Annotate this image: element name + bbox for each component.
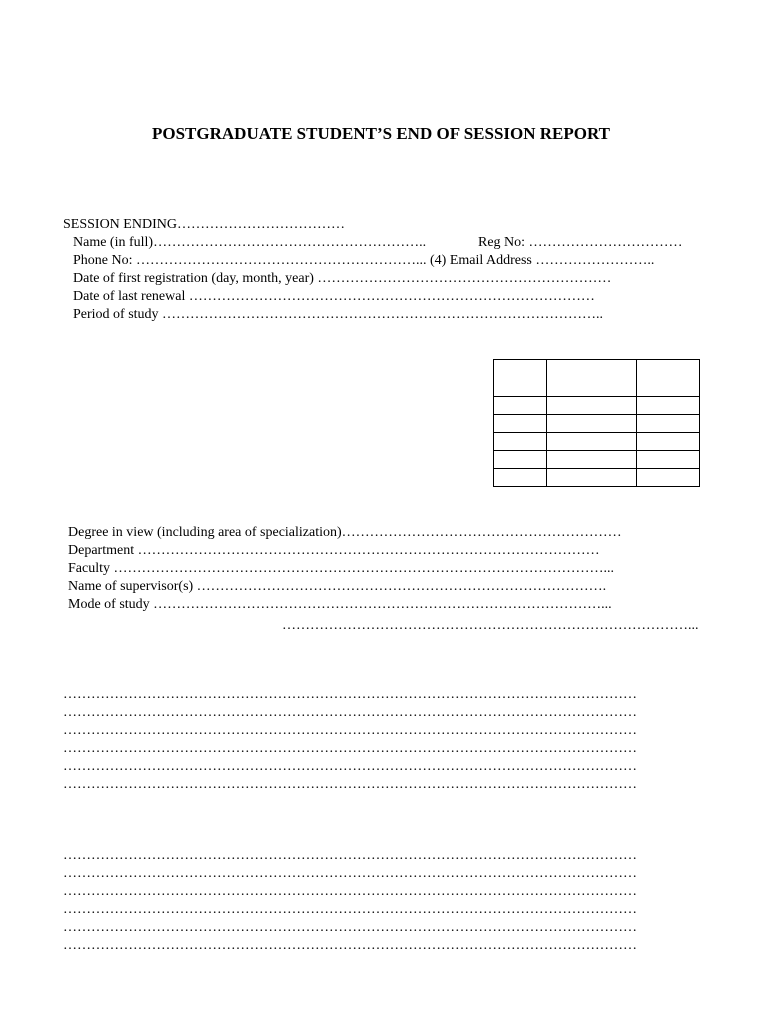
table-header-row — [494, 360, 700, 397]
dotted-line[interactable]: …………………………………………………………………………………………………………… — [63, 920, 637, 935]
table-cell[interactable] — [494, 433, 547, 451]
dotted-line[interactable]: …………………………………………………………………………………………………………… — [63, 705, 637, 720]
table-cell[interactable] — [637, 469, 700, 487]
table-cell[interactable] — [637, 433, 700, 451]
record-table — [493, 359, 700, 487]
first-registration-field[interactable]: Date of first registration (day, month, year) ……………………………………………………… — [73, 271, 612, 286]
supervisors-field[interactable]: Name of supervisor(s) ……………………………………………………………………………. — [68, 579, 607, 594]
department-field[interactable]: Department ……………………………………………………………………………………… — [68, 543, 600, 558]
table-row — [494, 433, 700, 451]
table-cell[interactable] — [494, 415, 547, 433]
last-renewal-field[interactable]: Date of last renewal …………………………………………………………………………… — [73, 289, 595, 304]
dotted-line[interactable]: …………………………………………………………………………………………………………… — [63, 902, 637, 917]
table-cell[interactable] — [547, 397, 637, 415]
report-title: POSTGRADUATE STUDENT’S END OF SESSION REPORT — [151, 124, 611, 143]
table-row — [494, 451, 700, 469]
dotted-line[interactable]: …………………………………………………………………………………………………………… — [63, 777, 637, 792]
dotted-line[interactable]: …………………………………………………………………………………………………………… — [63, 848, 637, 863]
dotted-line[interactable]: …………………………………………………………………………………………………………… — [63, 759, 637, 774]
table-cell[interactable] — [547, 469, 637, 487]
table-row — [494, 397, 700, 415]
table-cell[interactable] — [547, 451, 637, 469]
dotted-line[interactable]: …………………………………………………………………………………………………………… — [63, 723, 637, 738]
period-of-study-field[interactable]: Period of study ………………………………………………………………………………….. — [73, 307, 604, 322]
continuation-line[interactable]: ……………………………………………………………………………... — [282, 618, 698, 633]
faculty-field[interactable]: Faculty ……………………………………………………………………………………………... — [68, 561, 614, 576]
degree-in-view-field[interactable]: Degree in view (including area of specialization)…………………………………………………… — [68, 525, 622, 540]
table-cell[interactable] — [637, 397, 700, 415]
table-cell[interactable] — [547, 360, 637, 397]
table-cell[interactable] — [494, 469, 547, 487]
session-ending-field[interactable]: SESSION ENDING……………………………… — [63, 217, 345, 232]
dotted-line[interactable]: …………………………………………………………………………………………………………… — [63, 687, 637, 702]
table-cell[interactable] — [637, 451, 700, 469]
name-field[interactable]: Name (in full)………………………………………………….. — [73, 235, 427, 250]
dotted-line[interactable]: …………………………………………………………………………………………………………… — [63, 938, 637, 953]
phone-email-field[interactable]: Phone No: ……………………………………………………... (4) Email Address …………………….. — [73, 253, 655, 268]
table-cell[interactable] — [547, 433, 637, 451]
table-cell[interactable] — [637, 415, 700, 433]
mode-of-study-field[interactable]: Mode of study ……………………………………………………………………………………... — [68, 597, 612, 612]
table-cell[interactable] — [547, 415, 637, 433]
table-row — [494, 415, 700, 433]
reg-no-field[interactable]: Reg No: …………………………… — [478, 235, 683, 250]
table-cell[interactable] — [637, 360, 700, 397]
dotted-line[interactable]: …………………………………………………………………………………………………………… — [63, 884, 637, 899]
dotted-line[interactable]: …………………………………………………………………………………………………………… — [63, 741, 637, 756]
table-cell[interactable] — [494, 451, 547, 469]
dotted-line[interactable]: …………………………………………………………………………………………………………… — [63, 866, 637, 881]
table-cell[interactable] — [494, 397, 547, 415]
table-row — [494, 469, 700, 487]
table-cell[interactable] — [494, 360, 547, 397]
